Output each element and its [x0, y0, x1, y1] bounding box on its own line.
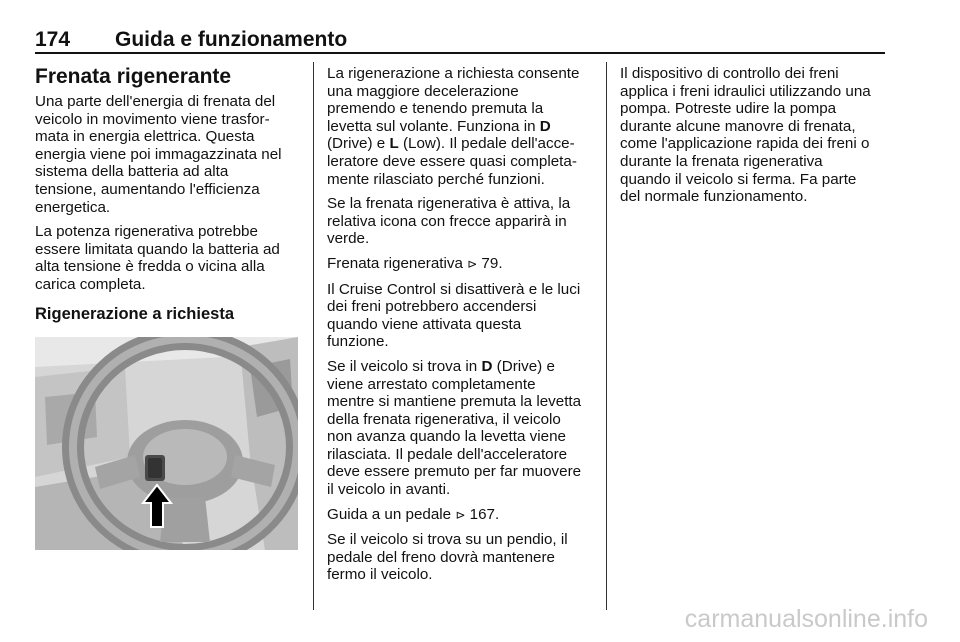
- text-line: mentre si mantiene premuta la levetta: [327, 393, 582, 411]
- text-line: della frenata rigenerativa, il veicolo: [327, 410, 561, 428]
- steering-wheel-illustration: [35, 337, 298, 550]
- paragraph: [327, 358, 595, 499]
- text-line: Una parte dell'energia di frenata del: [35, 93, 276, 110]
- text-run: Guida a un pedale: [327, 505, 456, 523]
- paragraph: [327, 531, 595, 584]
- text-run: Frenata rigenerativa: [327, 254, 468, 272]
- column-left: [35, 65, 297, 334]
- paragraph: [35, 223, 297, 293]
- text-line: quando viene attivata questa: [327, 315, 522, 333]
- text-line: come l'applicazione rapida dei freni o: [620, 135, 870, 153]
- text-line: energetica.: [35, 198, 111, 216]
- text-line: una maggiore decelerazione: [327, 82, 519, 100]
- text-line: funzione.: [327, 333, 389, 351]
- text-line: Se la frenata rigenerativa è attiva, la: [327, 195, 571, 213]
- text-line: carica completa.: [35, 275, 146, 293]
- gear-l: L: [389, 135, 399, 153]
- page-ref-icon: ⊳: [467, 256, 478, 271]
- text-line: premendo e tenendo premuta la: [327, 100, 544, 118]
- text-line: Il Cruise Control si disattiverà e le luci: [327, 280, 581, 298]
- text-line: veicolo in movimento viene trasfor-: [35, 110, 270, 128]
- paragraph: [327, 281, 595, 351]
- text-run: (Drive) e: [327, 135, 390, 153]
- text-run: levetta sul volante. Funziona in: [327, 117, 540, 135]
- text-line: viene arrestato completamente: [327, 375, 536, 393]
- page-ref-icon: ⊳: [455, 507, 466, 522]
- page-header: [35, 28, 885, 52]
- subsection-title: Rigenerazione a richiesta: [35, 304, 234, 323]
- text-line: [327, 135, 595, 153]
- cross-reference[interactable]: [327, 506, 595, 525]
- text-line: il veicolo in avanti.: [327, 481, 451, 499]
- text-line: verde.: [327, 230, 370, 248]
- gear-d: D: [539, 117, 551, 135]
- paragraph: [35, 93, 297, 216]
- text-line: non avanza quando la levetta viene: [327, 428, 566, 446]
- text-line: [327, 358, 595, 376]
- text-line: applica i freni idraulici utilizzando una: [620, 82, 871, 100]
- text-run: (Low). Il pedale dell'acce-: [398, 135, 575, 153]
- text-line: La rigenerazione a richiesta consente: [327, 65, 580, 82]
- text-run: (Drive) e: [492, 357, 555, 375]
- page-ref-number: 79.: [477, 254, 503, 272]
- text-line: quando il veicolo si ferma. Fa parte: [620, 170, 857, 188]
- text-line: pedale del freno dovrà mantenere: [327, 548, 555, 566]
- text-line: relativa icona con frecce apparirà in: [327, 212, 567, 230]
- column-divider: [606, 62, 607, 610]
- text-line: essere limitata quando la batteria ad: [35, 240, 280, 258]
- text-line: Se il veicolo si trova su un pendio, il: [327, 531, 568, 549]
- page-ref-number: 167.: [465, 505, 500, 523]
- paragraph: [327, 255, 595, 274]
- text-line: energia viene poi immagazzinata nel: [35, 145, 282, 163]
- watermark: carmanualsonline.info: [684, 605, 928, 633]
- text-line: leratore deve essere quasi completa-: [327, 152, 577, 170]
- section-title: Frenata rigenerante: [35, 65, 232, 88]
- column-middle: [327, 65, 595, 591]
- cross-reference[interactable]: [327, 255, 595, 274]
- text-run: Se il veicolo si trova in: [327, 357, 482, 375]
- text-line: tensione, aumentando l'efficienza: [35, 180, 260, 198]
- column-right: [620, 65, 892, 213]
- chapter-title: Guida e funzionamento: [115, 28, 348, 51]
- text-line: durante alcune manovre di frenata,: [620, 117, 856, 135]
- paragraph: [620, 65, 892, 206]
- text-line: pompa. Potreste udire la pompa: [620, 100, 837, 118]
- text-line: [327, 118, 595, 136]
- text-line: rilasciata. Il pedale dell'acceleratore: [327, 445, 568, 463]
- text-line: deve essere premuto per far muovere: [327, 463, 582, 481]
- text-line: La potenza rigenerativa potrebbe: [35, 223, 258, 241]
- text-line: del normale funzionamento.: [620, 188, 808, 206]
- column-divider: [313, 62, 314, 610]
- text-line: fermo il veicolo.: [327, 566, 433, 584]
- gear-d: D: [481, 357, 493, 375]
- text-line: alta tensione è fredda o vicina alla: [35, 258, 265, 276]
- paragraph: [327, 195, 595, 248]
- text-line: durante la frenata rigenerativa: [620, 152, 823, 170]
- text-line: Il dispositivo di controllo dei freni: [620, 65, 839, 82]
- paragraph: [327, 65, 595, 188]
- text-line: mente rilasciato perché funzioni.: [327, 170, 545, 188]
- header-rule: [35, 52, 885, 54]
- paragraph: [327, 506, 595, 525]
- text-line: dei freni potrebbero accendersi: [327, 298, 537, 316]
- text-line: mata in energia elettrica. Questa: [35, 128, 255, 146]
- page-number: 174: [35, 28, 71, 51]
- text-line: sistema della batteria ad alta: [35, 163, 229, 181]
